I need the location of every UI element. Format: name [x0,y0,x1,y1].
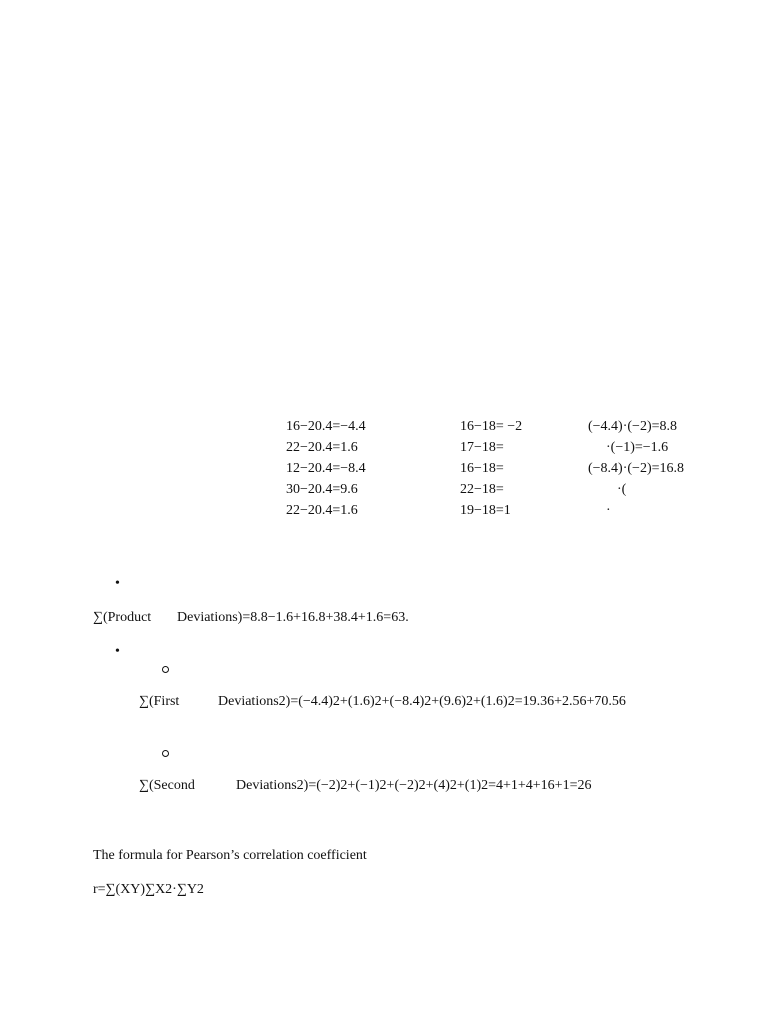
bullet-icon: • [115,576,120,591]
bullet-icon: • [115,644,120,659]
second-deviation-5: 19−18=1 [460,503,511,518]
pearson-formula: r=∑(XY)∑X2·∑Y2 [93,882,204,897]
second-deviation-3: 16−18= [460,461,504,476]
sum-first-equation: Deviations2)=(−4.4)2+(1.6)2+(−8.4)2+(9.6)2+(1.6)2=19.36+2.56+70.56 [218,694,626,709]
sum-first-prefix: ∑(First [139,694,180,709]
second-deviation-1: 16−18= −2 [460,419,523,434]
formula-title: The formula for Pearson’s correlation coefficient [93,848,367,863]
sub-bullet-circle-icon [162,666,169,673]
first-deviation-3: 12−20.4=−8.4 [286,461,366,476]
first-deviation-1: 16−20.4=−4.4 [286,419,366,434]
sum-second-prefix: ∑(Second [139,778,195,793]
first-deviation-5: 22−20.4=1.6 [286,503,358,518]
product-deviation-3: (−8.4)·(−2)=16.8 [588,461,684,476]
second-deviation-4: 22−18= [460,482,504,497]
product-deviation-1: (−4.4)·(−2)=8.8 [588,419,677,434]
product-deviation-5: · [606,503,611,518]
sum-product-prefix: ∑(Product [93,610,152,625]
first-deviation-4: 30−20.4=9.6 [286,482,358,497]
second-deviation-2: 17−18= [460,440,504,455]
sum-product-equation: Deviations)=8.8−1.6+16.8+38.4+1.6=63. [177,610,409,625]
product-deviation-4: ·( [617,482,627,497]
product-deviation-2: ·(−1)=−1.6 [606,440,669,455]
first-deviation-2: 22−20.4=1.6 [286,440,358,455]
sum-second-equation: Deviations2)=(−2)2+(−1)2+(−2)2+(4)2+(1)2=4+1+4+16+1=26 [236,778,592,793]
sub-bullet-circle-icon [162,750,169,757]
